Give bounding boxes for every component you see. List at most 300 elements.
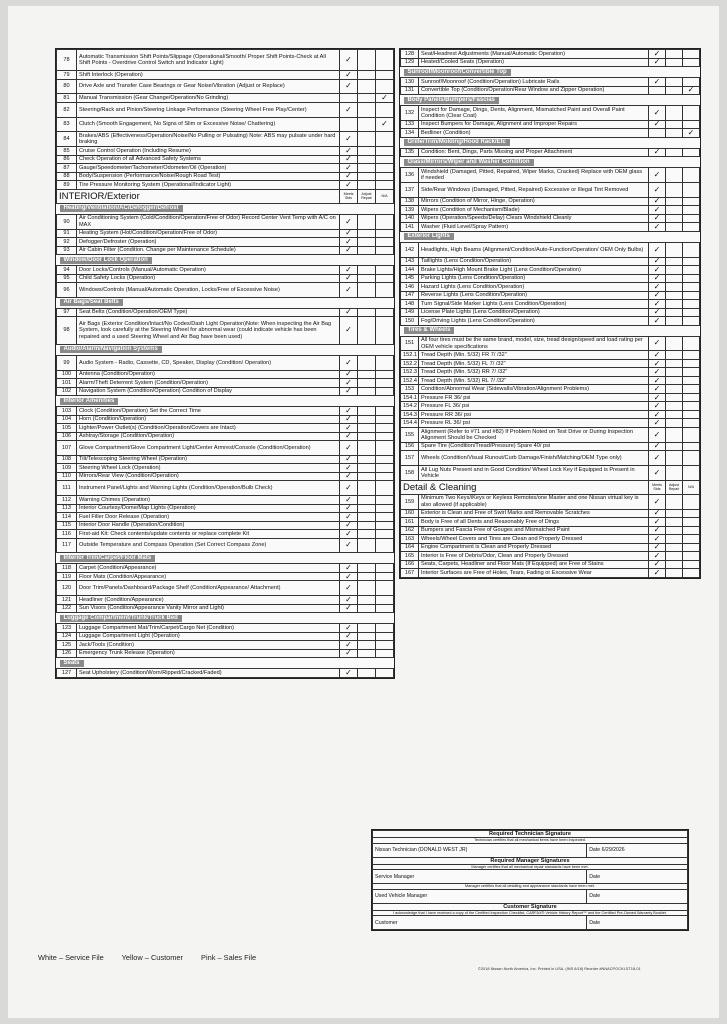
not-applicable-cell[interactable] (376, 379, 394, 388)
not-applicable-cell[interactable] (376, 424, 394, 433)
not-applicable-cell[interactable] (376, 387, 394, 396)
not-applicable-cell[interactable] (683, 336, 700, 351)
adjust-repair-cell[interactable] (358, 649, 376, 658)
not-applicable-cell[interactable] (683, 86, 700, 95)
not-applicable-cell[interactable] (376, 164, 394, 173)
meets-standards-cell[interactable] (649, 509, 666, 518)
adjust-repair-cell[interactable] (358, 504, 376, 513)
meets-standards-cell[interactable] (340, 641, 358, 650)
adjust-repair-cell[interactable] (358, 387, 376, 396)
adjust-repair-cell[interactable] (666, 106, 683, 121)
not-applicable-cell[interactable] (683, 120, 700, 129)
meets-standards-cell[interactable] (340, 283, 358, 298)
not-applicable-cell[interactable] (376, 521, 394, 530)
not-applicable-cell[interactable] (376, 538, 394, 553)
adjust-repair-cell[interactable] (666, 317, 683, 326)
adjust-repair-cell[interactable] (666, 120, 683, 129)
not-applicable-cell[interactable] (683, 300, 700, 309)
meets-standards-cell[interactable] (340, 513, 358, 522)
not-applicable-cell[interactable] (683, 552, 700, 561)
not-applicable-cell[interactable] (376, 274, 394, 283)
adjust-repair-cell[interactable] (666, 509, 683, 518)
adjust-repair-cell[interactable] (666, 336, 683, 351)
meets-standards-cell[interactable] (340, 94, 358, 103)
meets-standards-cell[interactable] (340, 564, 358, 573)
adjust-repair-cell[interactable] (358, 669, 376, 678)
tech-signature-field[interactable] (373, 843, 587, 857)
meets-standards-cell[interactable] (340, 214, 358, 229)
not-applicable-cell[interactable] (683, 351, 700, 360)
not-applicable-cell[interactable] (376, 246, 394, 255)
meets-standards-cell[interactable] (649, 106, 666, 121)
not-applicable-cell[interactable] (376, 214, 394, 229)
meets-standards-cell[interactable] (649, 223, 666, 232)
checklist-row (57, 71, 394, 80)
not-applicable-cell[interactable] (683, 50, 700, 59)
adjust-repair-cell[interactable] (358, 266, 376, 275)
meets-standards-cell[interactable] (649, 402, 666, 411)
adjust-repair-cell[interactable] (358, 564, 376, 573)
adjust-repair-cell[interactable] (358, 71, 376, 80)
adjust-repair-cell[interactable] (358, 229, 376, 238)
meets-standards-cell[interactable] (649, 291, 666, 300)
meets-standards-cell[interactable] (649, 58, 666, 67)
service-manager-field[interactable]: Service Manager (373, 870, 587, 884)
not-applicable-cell[interactable] (376, 50, 394, 71)
meets-standards-cell[interactable] (649, 78, 666, 87)
adjust-repair-cell[interactable] (358, 538, 376, 553)
check-mark-icon: ✓ (345, 104, 352, 114)
adjust-repair-cell[interactable] (358, 432, 376, 441)
not-applicable-cell[interactable] (376, 266, 394, 275)
adjust-repair-cell[interactable] (358, 624, 376, 633)
meets-standards-cell[interactable] (649, 427, 666, 442)
adjust-repair-cell[interactable] (358, 238, 376, 247)
not-applicable-cell[interactable] (376, 596, 394, 605)
meets-standards-cell[interactable] (649, 552, 666, 561)
meets-standards-cell[interactable] (649, 283, 666, 292)
not-applicable-cell[interactable] (376, 181, 394, 190)
not-applicable-cell[interactable] (376, 464, 394, 473)
meets-standards-cell[interactable] (340, 181, 358, 190)
not-applicable-cell[interactable] (683, 183, 700, 198)
not-applicable-cell[interactable] (376, 581, 394, 596)
meets-standards-cell[interactable] (340, 274, 358, 283)
meets-standards-cell[interactable] (340, 317, 358, 344)
not-applicable-cell[interactable] (683, 509, 700, 518)
adjust-repair-cell[interactable] (666, 466, 683, 481)
meets-standards-cell[interactable] (340, 481, 358, 496)
meets-standards-cell[interactable] (340, 604, 358, 613)
not-applicable-cell[interactable] (376, 441, 394, 456)
not-applicable-cell[interactable] (376, 513, 394, 522)
customer-signature-field[interactable]: Customer (373, 916, 587, 930)
adjust-repair-cell[interactable] (358, 530, 376, 539)
adjust-repair-cell[interactable] (358, 415, 376, 424)
not-applicable-cell[interactable] (683, 410, 700, 419)
adjust-repair-cell[interactable] (666, 351, 683, 360)
meets-standards-cell[interactable] (340, 355, 358, 370)
not-applicable-cell[interactable] (376, 317, 394, 344)
adjust-repair-cell[interactable] (358, 441, 376, 456)
meets-standards-cell[interactable] (649, 393, 666, 402)
meets-standards-cell[interactable] (649, 266, 666, 275)
meets-standards-cell[interactable] (340, 117, 358, 132)
not-applicable-cell[interactable] (683, 442, 700, 451)
adjust-repair-cell[interactable] (666, 526, 683, 535)
adjust-repair-cell[interactable] (666, 419, 683, 428)
meets-standards-cell[interactable] (649, 317, 666, 326)
adjust-repair-cell[interactable] (358, 641, 376, 650)
meets-standards-cell[interactable] (340, 432, 358, 441)
meets-standards-cell[interactable] (340, 415, 358, 424)
adjust-repair-cell[interactable] (358, 472, 376, 481)
adjust-repair-cell[interactable] (666, 274, 683, 283)
adjust-repair-cell[interactable] (358, 164, 376, 173)
meets-standards-cell[interactable] (340, 370, 358, 379)
adjust-repair-cell[interactable] (666, 283, 683, 292)
service-manager-date-field[interactable]: Date (587, 870, 688, 884)
meets-standards-cell[interactable] (649, 385, 666, 394)
meets-standards-cell[interactable] (649, 351, 666, 360)
adjust-repair-cell[interactable] (666, 518, 683, 527)
not-applicable-cell[interactable] (376, 355, 394, 370)
adjust-repair-cell[interactable] (358, 481, 376, 496)
meets-standards-cell[interactable] (340, 472, 358, 481)
meets-standards-cell[interactable] (340, 441, 358, 456)
adjust-repair-cell[interactable] (666, 552, 683, 561)
adjust-repair-cell[interactable] (358, 521, 376, 530)
not-applicable-cell[interactable] (683, 543, 700, 552)
adjust-repair-cell[interactable] (358, 424, 376, 433)
not-applicable-cell[interactable] (683, 266, 700, 275)
meets-standards-cell[interactable] (340, 71, 358, 80)
not-applicable-cell[interactable] (376, 481, 394, 496)
not-applicable-cell[interactable] (683, 526, 700, 535)
used-vehicle-manager-date-field[interactable]: Date (587, 889, 688, 903)
meets-standards-cell[interactable] (340, 649, 358, 658)
used-vehicle-manager-field[interactable]: Used Vehicle Manager (373, 889, 587, 903)
not-applicable-cell[interactable] (683, 283, 700, 292)
adjust-repair-cell[interactable] (666, 58, 683, 67)
meets-standards-cell[interactable] (340, 164, 358, 173)
not-applicable-cell[interactable] (376, 455, 394, 464)
meets-standards-cell[interactable] (649, 494, 666, 509)
meets-standards-cell[interactable] (649, 197, 666, 206)
adjust-repair-cell[interactable] (666, 402, 683, 411)
adjust-repair-cell[interactable] (666, 291, 683, 300)
meets-standards-cell[interactable] (649, 336, 666, 351)
adjust-repair-cell[interactable] (666, 451, 683, 466)
not-applicable-cell[interactable] (683, 257, 700, 266)
not-applicable-cell[interactable] (683, 206, 700, 215)
not-applicable-cell[interactable] (376, 308, 394, 317)
not-applicable-cell[interactable] (376, 117, 394, 132)
meets-standards-cell[interactable] (340, 572, 358, 581)
not-applicable-cell[interactable] (683, 393, 700, 402)
meets-standards-cell[interactable] (340, 632, 358, 641)
not-applicable-cell[interactable] (376, 669, 394, 678)
not-applicable-cell[interactable] (683, 560, 700, 569)
meets-standards-cell[interactable] (340, 387, 358, 396)
adjust-repair-cell[interactable] (666, 569, 683, 578)
not-applicable-cell[interactable] (376, 155, 394, 164)
meets-standards-cell[interactable] (340, 155, 358, 164)
adjust-repair-cell[interactable] (358, 464, 376, 473)
not-applicable-cell[interactable] (376, 604, 394, 613)
meets-standards-cell[interactable] (649, 300, 666, 309)
meets-standards-cell[interactable] (649, 308, 666, 317)
meets-standards-cell[interactable] (340, 79, 358, 94)
not-applicable-cell[interactable] (683, 466, 700, 481)
not-applicable-cell[interactable] (683, 317, 700, 326)
meets-standards-cell[interactable] (340, 246, 358, 255)
adjust-repair-cell[interactable] (666, 535, 683, 544)
meets-standards-cell[interactable] (340, 266, 358, 275)
adjust-repair-cell[interactable] (666, 183, 683, 198)
meets-standards-cell[interactable] (649, 442, 666, 451)
not-applicable-cell[interactable] (683, 494, 700, 509)
not-applicable-cell[interactable] (376, 132, 394, 147)
adjust-repair-cell[interactable] (666, 368, 683, 377)
meets-standards-cell[interactable] (340, 102, 358, 117)
meets-standards-cell[interactable] (340, 669, 358, 678)
meets-standards-cell[interactable] (340, 308, 358, 317)
not-applicable-cell[interactable] (683, 427, 700, 442)
meets-standards-cell[interactable] (649, 242, 666, 257)
not-applicable-cell[interactable] (683, 376, 700, 385)
not-applicable-cell[interactable] (376, 283, 394, 298)
adjust-repair-cell[interactable] (666, 214, 683, 223)
not-applicable-cell[interactable] (683, 197, 700, 206)
adjust-repair-cell[interactable] (666, 393, 683, 402)
adjust-repair-cell[interactable] (666, 442, 683, 451)
meets-standards-cell[interactable] (649, 129, 666, 138)
meets-standards-cell[interactable] (340, 521, 358, 530)
adjust-repair-cell[interactable] (666, 427, 683, 442)
meets-standards-cell[interactable] (649, 518, 666, 527)
adjust-repair-cell[interactable] (666, 242, 683, 257)
adjust-repair-cell[interactable] (666, 129, 683, 138)
meets-standards-cell[interactable] (649, 206, 666, 215)
not-applicable-cell[interactable] (683, 569, 700, 578)
adjust-repair-cell[interactable] (358, 604, 376, 613)
adjust-repair-cell[interactable] (358, 308, 376, 317)
adjust-repair-cell[interactable] (358, 455, 376, 464)
meets-standards-cell[interactable] (649, 526, 666, 535)
adjust-repair-cell[interactable] (358, 132, 376, 147)
adjust-repair-cell[interactable] (358, 117, 376, 132)
not-applicable-cell[interactable] (683, 168, 700, 183)
adjust-repair-cell[interactable] (666, 148, 683, 157)
not-applicable-cell[interactable] (376, 504, 394, 513)
adjust-repair-cell[interactable] (358, 94, 376, 103)
adjust-repair-cell[interactable] (666, 543, 683, 552)
not-applicable-cell[interactable] (376, 624, 394, 633)
adjust-repair-cell[interactable] (666, 410, 683, 419)
meets-standards-cell[interactable] (340, 464, 358, 473)
adjust-repair-cell[interactable] (358, 407, 376, 416)
meets-standards-cell[interactable] (340, 424, 358, 433)
meets-standards-cell[interactable] (649, 183, 666, 198)
adjust-repair-cell[interactable] (666, 308, 683, 317)
not-applicable-cell[interactable] (376, 102, 394, 117)
adjust-repair-cell[interactable] (666, 223, 683, 232)
adjust-repair-cell[interactable] (666, 560, 683, 569)
adjust-repair-cell[interactable] (666, 266, 683, 275)
meets-standards-cell[interactable] (340, 238, 358, 247)
not-applicable-cell[interactable] (683, 214, 700, 223)
adjust-repair-cell[interactable] (666, 197, 683, 206)
adjust-repair-cell[interactable] (666, 78, 683, 87)
not-applicable-cell[interactable] (683, 291, 700, 300)
meets-standards-cell[interactable] (340, 504, 358, 513)
not-applicable-cell[interactable] (683, 385, 700, 394)
not-applicable-cell[interactable] (376, 229, 394, 238)
adjust-repair-cell[interactable] (358, 172, 376, 181)
not-applicable-cell[interactable] (683, 148, 700, 157)
not-applicable-cell[interactable] (376, 530, 394, 539)
not-applicable-cell[interactable] (376, 79, 394, 94)
not-applicable-cell[interactable] (376, 632, 394, 641)
adjust-repair-cell[interactable] (358, 572, 376, 581)
meets-standards-cell[interactable] (649, 274, 666, 283)
not-applicable-cell[interactable] (376, 472, 394, 481)
meets-standards-cell[interactable] (340, 50, 358, 71)
meets-standards-cell[interactable] (340, 229, 358, 238)
meets-standards-cell[interactable] (340, 455, 358, 464)
tech-date-field[interactable] (587, 843, 688, 857)
meets-standards-cell[interactable] (340, 132, 358, 147)
not-applicable-cell[interactable] (683, 535, 700, 544)
adjust-repair-cell[interactable] (666, 494, 683, 509)
meets-standards-cell[interactable] (649, 410, 666, 419)
meets-standards-cell[interactable] (649, 120, 666, 129)
not-applicable-cell[interactable] (683, 274, 700, 283)
meets-standards-cell[interactable] (340, 530, 358, 539)
meets-standards-cell[interactable] (649, 257, 666, 266)
meets-standards-cell[interactable] (340, 624, 358, 633)
adjust-repair-cell[interactable] (666, 86, 683, 95)
meets-standards-cell[interactable] (649, 214, 666, 223)
meets-standards-cell[interactable] (649, 451, 666, 466)
meets-standards-cell[interactable] (649, 535, 666, 544)
not-applicable-cell[interactable] (683, 129, 700, 138)
meets-standards-cell[interactable] (649, 376, 666, 385)
meets-standards-cell[interactable] (649, 368, 666, 377)
meets-standards-cell[interactable] (340, 596, 358, 605)
not-applicable-cell[interactable] (683, 223, 700, 232)
adjust-repair-cell[interactable] (666, 385, 683, 394)
meets-standards-cell[interactable] (340, 379, 358, 388)
not-applicable-cell[interactable] (683, 359, 700, 368)
meets-standards-cell[interactable] (649, 86, 666, 95)
meets-standards-cell[interactable] (340, 147, 358, 156)
not-applicable-cell[interactable] (376, 94, 394, 103)
meets-standards-cell[interactable] (649, 419, 666, 428)
meets-standards-cell[interactable] (649, 569, 666, 578)
not-applicable-cell[interactable] (376, 564, 394, 573)
not-applicable-cell[interactable] (376, 407, 394, 416)
meets-standards-cell[interactable] (340, 172, 358, 181)
adjust-repair-cell[interactable] (358, 274, 376, 283)
not-applicable-cell[interactable] (683, 242, 700, 257)
not-applicable-cell[interactable] (683, 419, 700, 428)
adjust-repair-cell[interactable] (358, 214, 376, 229)
not-applicable-cell[interactable] (683, 106, 700, 121)
not-applicable-cell[interactable] (683, 78, 700, 87)
not-applicable-cell[interactable] (683, 58, 700, 67)
not-applicable-cell[interactable] (376, 147, 394, 156)
not-applicable-cell[interactable] (683, 402, 700, 411)
not-applicable-cell[interactable] (376, 415, 394, 424)
adjust-repair-cell[interactable] (358, 581, 376, 596)
adjust-repair-cell[interactable] (666, 50, 683, 59)
adjust-repair-cell[interactable] (358, 79, 376, 94)
adjust-repair-cell[interactable] (358, 155, 376, 164)
adjust-repair-cell[interactable] (358, 283, 376, 298)
adjust-repair-cell[interactable] (666, 359, 683, 368)
adjust-repair-cell[interactable] (358, 379, 376, 388)
adjust-repair-cell[interactable] (666, 257, 683, 266)
adjust-repair-cell[interactable] (358, 596, 376, 605)
not-applicable-cell[interactable] (376, 172, 394, 181)
meets-standards-cell[interactable] (649, 359, 666, 368)
customer-date-field[interactable]: Date (587, 916, 688, 930)
not-applicable-cell[interactable] (683, 518, 700, 527)
adjust-repair-cell[interactable] (358, 496, 376, 505)
adjust-repair-cell[interactable] (358, 147, 376, 156)
not-applicable-cell[interactable] (376, 238, 394, 247)
item-number: 156 (401, 442, 419, 451)
not-applicable-cell[interactable] (376, 370, 394, 379)
meets-standards-cell[interactable] (340, 581, 358, 596)
meets-standards-cell[interactable] (649, 466, 666, 481)
not-applicable-cell[interactable] (376, 572, 394, 581)
adjust-repair-cell[interactable] (666, 206, 683, 215)
adjust-repair-cell[interactable] (666, 168, 683, 183)
adjust-repair-cell[interactable] (358, 370, 376, 379)
adjust-repair-cell[interactable] (358, 355, 376, 370)
not-applicable-cell[interactable] (376, 649, 394, 658)
meets-standards-cell[interactable] (340, 538, 358, 553)
not-applicable-cell[interactable] (376, 71, 394, 80)
not-applicable-cell[interactable] (376, 432, 394, 441)
adjust-repair-cell[interactable] (358, 246, 376, 255)
not-applicable-cell[interactable] (376, 496, 394, 505)
meets-standards-cell[interactable] (649, 50, 666, 59)
meets-standards-cell[interactable] (649, 560, 666, 569)
meets-standards-cell[interactable] (649, 543, 666, 552)
adjust-repair-cell[interactable] (358, 102, 376, 117)
adjust-repair-cell[interactable] (358, 513, 376, 522)
not-applicable-cell[interactable] (683, 368, 700, 377)
not-applicable-cell[interactable] (683, 308, 700, 317)
not-applicable-cell[interactable] (683, 451, 700, 466)
adjust-repair-cell[interactable] (358, 632, 376, 641)
adjust-repair-cell[interactable] (666, 300, 683, 309)
adjust-repair-cell[interactable] (666, 376, 683, 385)
checklist-row (57, 317, 394, 344)
meets-standards-cell[interactable] (340, 496, 358, 505)
meets-standards-cell[interactable] (649, 148, 666, 157)
meets-standards-cell[interactable] (649, 168, 666, 183)
adjust-repair-cell[interactable] (358, 317, 376, 344)
not-applicable-cell[interactable] (376, 641, 394, 650)
adjust-repair-cell[interactable] (358, 50, 376, 71)
adjust-repair-cell[interactable] (358, 181, 376, 190)
meets-standards-cell[interactable] (340, 407, 358, 416)
